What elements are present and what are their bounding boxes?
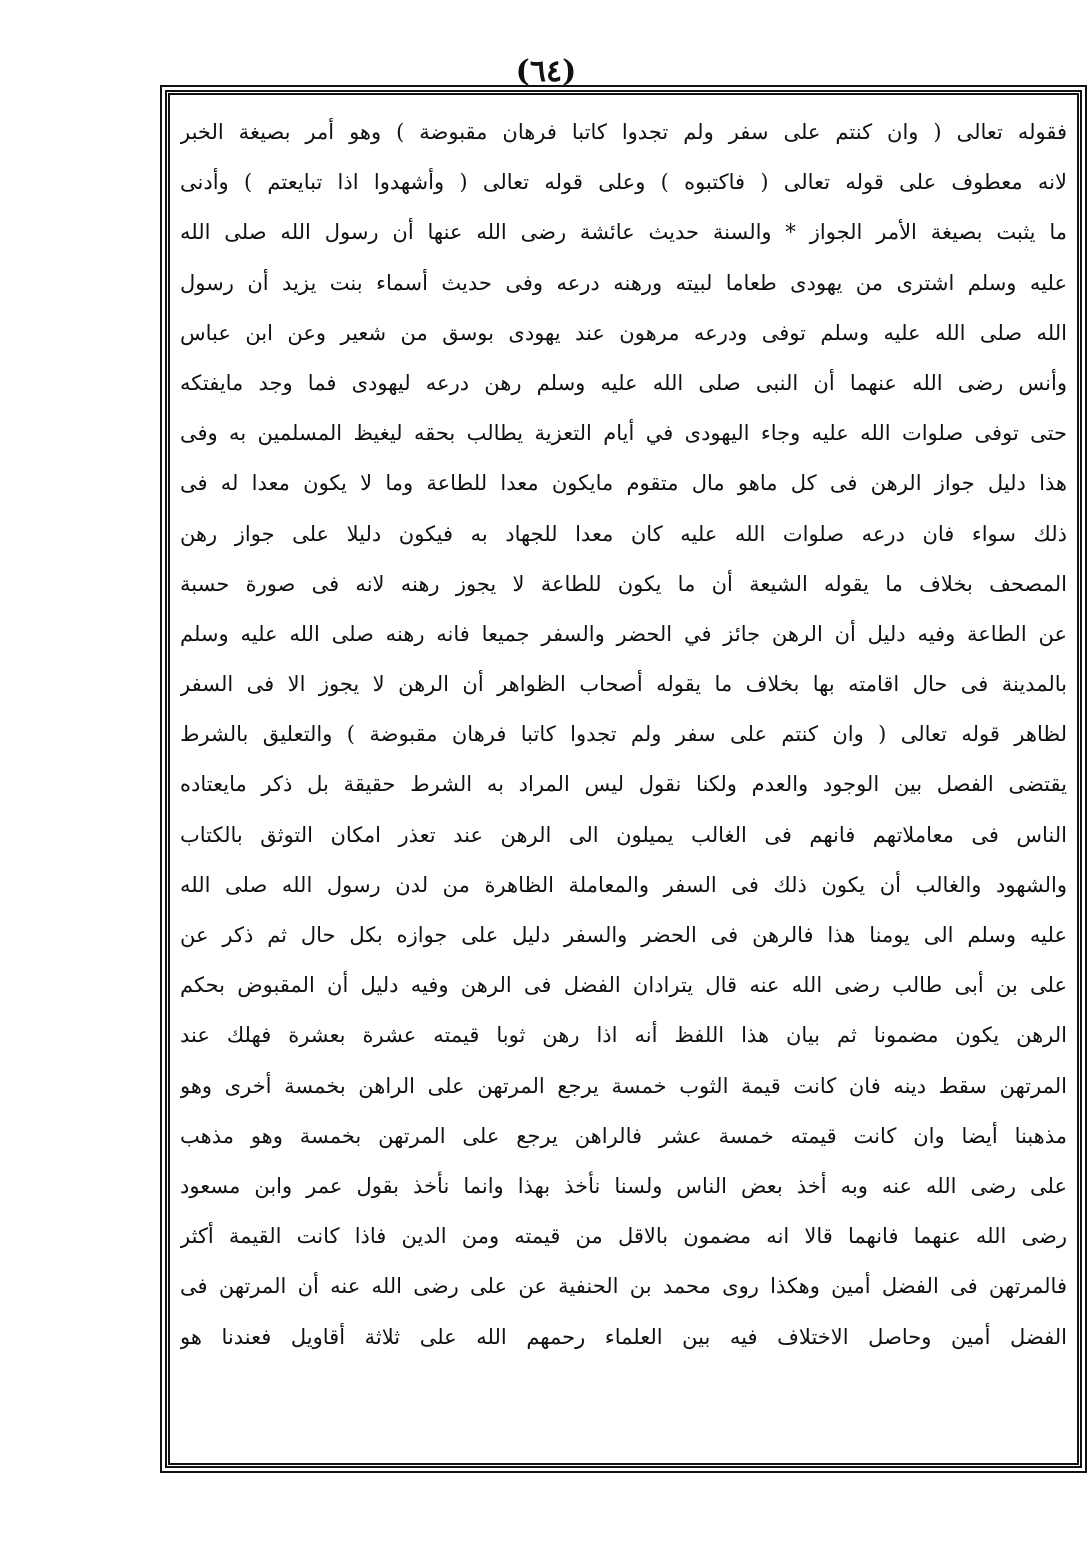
text-line: عن الطاعة وفيه دليل أن الرهن جائز في الحضر والسفر جميعا فانه رهنه صلى الله عليه وسلم	[180, 621, 1067, 646]
text-line: وأنس رضى الله عنهما أن النبى صلى الله عليه وسلم رهن درعه ليهودى فما وجد مايفتكه	[180, 370, 1067, 395]
page-number: (٦٤)	[515, 54, 577, 89]
text-line: فالمرتهن فى الفضل أمين وهكذا روى محمد بن الحنفية عن على رضى الله عنه أن المرتهن فى	[180, 1274, 1067, 1299]
text-line: يقتضى الفصل بين الوجود والعدم ولكنا نقول ليس المراد به الشرط حقيقة بل ذكر مايعتاده	[180, 772, 1067, 797]
text-line: على رضى الله عنه وبه أخذ بعض الناس ولسنا نأخذ بهذا وانما نأخذ بقول عمر وابن مسعود	[180, 1173, 1067, 1198]
text-line: رضى الله عنهما فانهما قالا انه مضمون بالاقل من قيمته ومن الدين فاذا كانت القيمة أكثر	[180, 1224, 1067, 1249]
text-line: عليه وسلم الى يومنا هذا فالرهن فى الحضر والسفر دليل على جوازه بكل حال ثم ذكر عن	[180, 923, 1067, 947]
text-line: على بن أبى طالب رضى الله عنه قال يترادان الفضل فى الرهن وفيه دليل أن المقبوض بحكم	[180, 973, 1067, 998]
text-line: الرهن يكون مضمونا ثم بيان هذا اللفظ أنه اذا رهن ثوبا قيمته عشرة بعشرة فهلك عند	[180, 1023, 1067, 1048]
text-line: والشهود والغالب أن يكون ذلك فى السفر والمعاملة الظاهرة من لدن رسول الله صلى الله	[180, 872, 1067, 897]
text-line: الله صلى الله عليه وسلم توفى ودرعه مرهون عند يهودى بوسق من شعير وعن ابن عباس	[180, 320, 1067, 345]
text-line: المصحف بخلاف ما يقوله الشيعة أن ما يكون للطاعة لا يجوز رهنه لانه فى صورة حسبة	[180, 571, 1067, 596]
text-line: الناس فى معاملاتهم فانهم فى الغالب يميلون الى الرهن عند تعذر امكان التوثق بالكتاب	[180, 822, 1067, 847]
text-line: هذا دليل جواز الرهن فى كل ماهو مال متقوم مايكون معدا للطاعة وما لا يكون معدا له فى	[180, 471, 1067, 496]
text-frame	[165, 90, 1082, 1468]
text-body	[180, 107, 1067, 1453]
text-line: حتى توفى صلوات الله عليه وجاء اليهودى في أيام التعزية يطالب بحقه ليغيظ المسلمين به وفى	[180, 421, 1067, 446]
text-line: مذهبنا أيضا وان كانت قيمته خمسة عشر فالراهن يرجع على المرتهن بخمسة وهو مذهب	[180, 1123, 1067, 1148]
text-line: فقوله تعالى ( وان كنتم على سفر ولم تجدوا كاتبا فرهان مقبوضة ) وهو أمر بصيغة الخبر	[180, 120, 1067, 144]
text-line: ذلك سواء فان درعه صلوات الله عليه كان معدا للجهاد به فيكون دليلا على جواز رهن	[180, 521, 1067, 546]
text-line: بالمدينة فى حال اقامته بها بخلاف ما يقوله أصحاب الظواهر أن الرهن لا يجوز الا فى السفر	[180, 672, 1067, 697]
text-line: الفضل أمين وحاصل الاختلاف فيه بين العلماء رحمهم الله على ثلاثة أقاويل فعندنا هو	[180, 1324, 1067, 1349]
text-line: لانه معطوف على قوله تعالى ( فاكتبوه ) وعلى قوله تعالى ( وأشهدوا اذا تبايعتم ) وأدنى	[180, 170, 1067, 195]
text-line: ما يثبت بصيغة الأمر الجواز * والسنة حديث عائشة رضى الله عنها أن رسول الله صلى الله	[180, 220, 1067, 245]
text-line: عليه وسلم اشترى من يهودى طعاما لبيته ورهنه درعه وفى حديث أسماء بنت يزيد أن رسول	[180, 270, 1067, 295]
text-line: لظاهر قوله تعالى ( وان كنتم على سفر ولم تجدوا كاتبا فرهان مقبوضة ) والتعليق بالشرط	[180, 722, 1067, 747]
text-line: المرتهن سقط دينه فان كانت قيمة الثوب خمسة يرجع المرتهن على الراهن بخمسة أخرى وهو	[180, 1073, 1067, 1098]
